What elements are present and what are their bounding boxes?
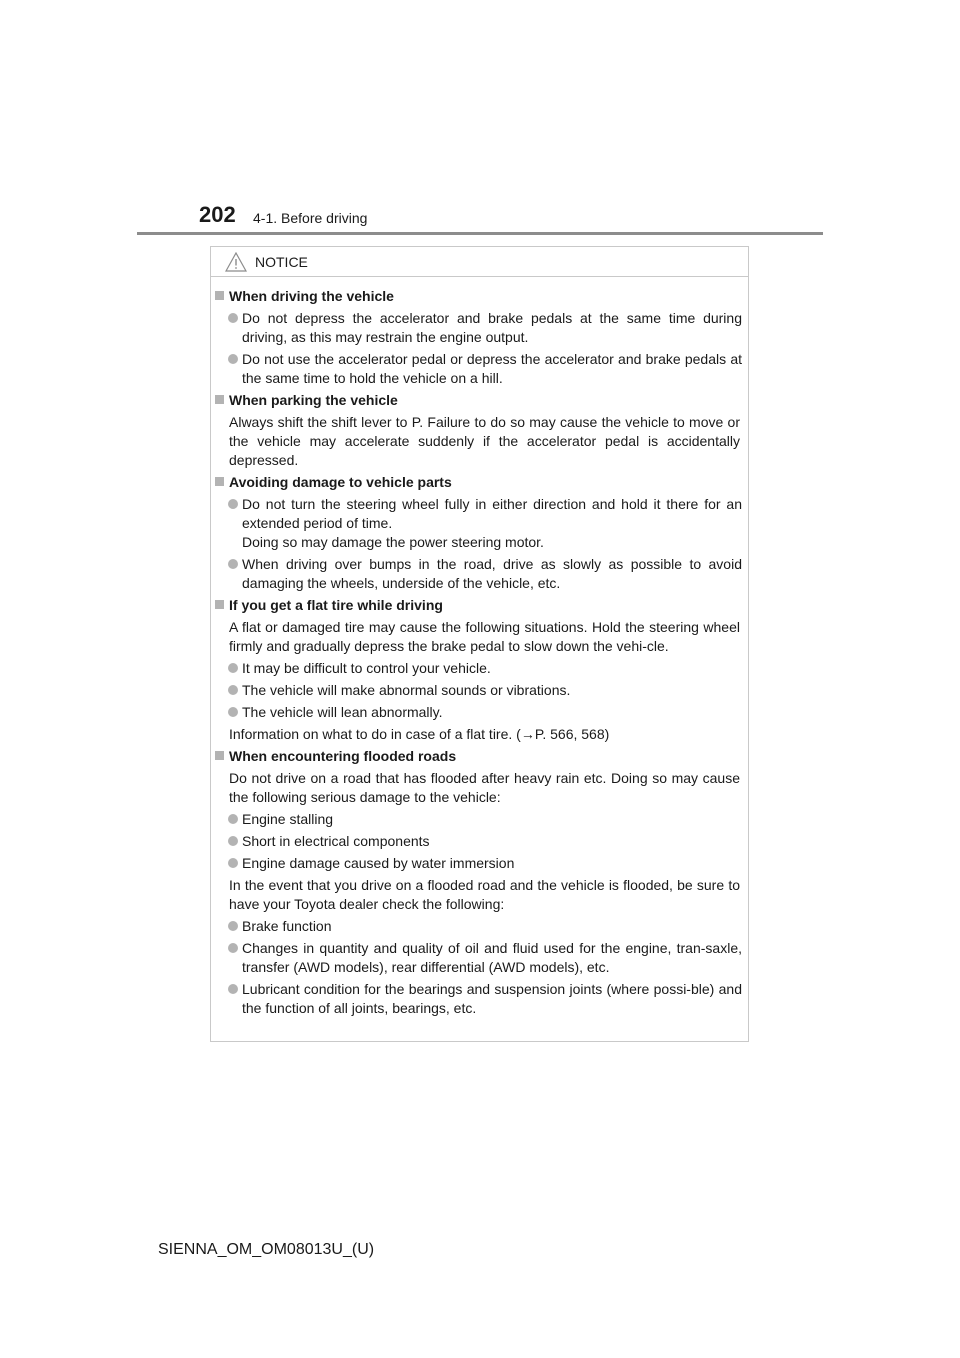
bullet-item: Do not use the accelerator pedal or depress the accelerator and brake pedals at the same time to hold the vehicle on a hill. <box>211 350 748 388</box>
bullet-item: It may be difficult to control your vehicle. <box>211 659 748 678</box>
bullet-item: The vehicle will lean abnormally. <box>211 703 748 722</box>
round-bullet-icon <box>228 313 238 323</box>
paragraph: Always shift the shift lever to P. Failure to do so may cause the vehicle to move or the vehicle may accelerate suddenly if the accelerator pedal is accidentally depressed. <box>229 414 740 468</box>
bullet-item: Engine stalling <box>211 810 748 829</box>
bullet-item: Engine damage caused by water immersion <box>211 854 748 873</box>
notice-body <box>211 287 748 1021</box>
round-bullet-icon <box>228 354 238 364</box>
paragraph: A flat or damaged tire may cause the following situations. Hold the steering wheel firmly and gradually depress the brake pedal to slow down the vehi-cle. <box>229 619 740 654</box>
round-bullet-icon <box>228 836 238 846</box>
bullet-item: Lubricant condition for the bearings and suspension joints (where possi-ble) and the function of all joints, bearings, etc. <box>211 980 748 1018</box>
notice-header <box>211 247 748 277</box>
round-bullet-icon <box>228 663 238 673</box>
square-bullet-icon <box>215 751 224 760</box>
square-bullet-icon <box>215 600 224 609</box>
bullet-item: Changes in quantity and quality of oil and fluid used for the engine, tran-saxle, transfer (AWD models), rear differential (AWD models), etc. <box>211 939 748 977</box>
round-bullet-icon <box>228 984 238 994</box>
footer-code: SIENNA_OM_OM08013U_(U) <box>158 1241 375 1258</box>
notice-title: NOTICE <box>255 254 308 270</box>
round-bullet-icon <box>228 499 238 509</box>
round-bullet-icon <box>228 707 238 717</box>
section-heading: If you get a flat tire while driving <box>211 596 748 615</box>
section-heading: When parking the vehicle <box>211 391 748 410</box>
round-bullet-icon <box>228 921 238 931</box>
bullet-item: Brake function <box>211 917 748 936</box>
notice-box <box>210 246 749 1042</box>
round-bullet-icon <box>228 943 238 953</box>
round-bullet-icon <box>228 685 238 695</box>
square-bullet-icon <box>215 291 224 300</box>
page-number: 202 <box>199 202 236 227</box>
section-heading: When encountering flooded roads <box>211 747 748 766</box>
square-bullet-icon <box>215 477 224 486</box>
warning-triangle-icon <box>225 252 247 272</box>
bullet-item: The vehicle will make abnormal sounds or vibrations. <box>211 681 748 700</box>
section-heading: When driving the vehicle <box>211 287 748 306</box>
round-bullet-icon <box>228 814 238 824</box>
bullet-item: Short in electrical components <box>211 832 748 851</box>
paragraph: Do not drive on a road that has flooded after heavy rain etc. Doing so may cause the following serious damage to the vehicle: <box>229 770 740 805</box>
square-bullet-icon <box>215 395 224 404</box>
round-bullet-icon <box>228 858 238 868</box>
paragraph: In the event that you drive on a flooded road and the vehicle is flooded, be sure to have your Toyota dealer check the following: <box>229 877 740 912</box>
header-rule <box>137 232 823 235</box>
round-bullet-icon <box>228 559 238 569</box>
section-title: 4-1. Before driving <box>253 210 368 226</box>
bullet-item: Do not turn the steering wheel fully in either direction and hold it there for an extended period of time. Doing so may damage the power steering motor. <box>211 495 748 552</box>
section-heading: Avoiding damage to vehicle parts <box>211 473 748 492</box>
bullet-item: When driving over bumps in the road, drive as slowly as possible to avoid damaging the wheels, underside of the vehicle, etc. <box>211 555 748 593</box>
info-line: Information on what to do in case of a flat tire. (→P. 566, 568) <box>229 726 610 742</box>
bullet-item: Do not depress the accelerator and brake pedals at the same time during driving, as this may restrain the engine output. <box>211 309 748 347</box>
